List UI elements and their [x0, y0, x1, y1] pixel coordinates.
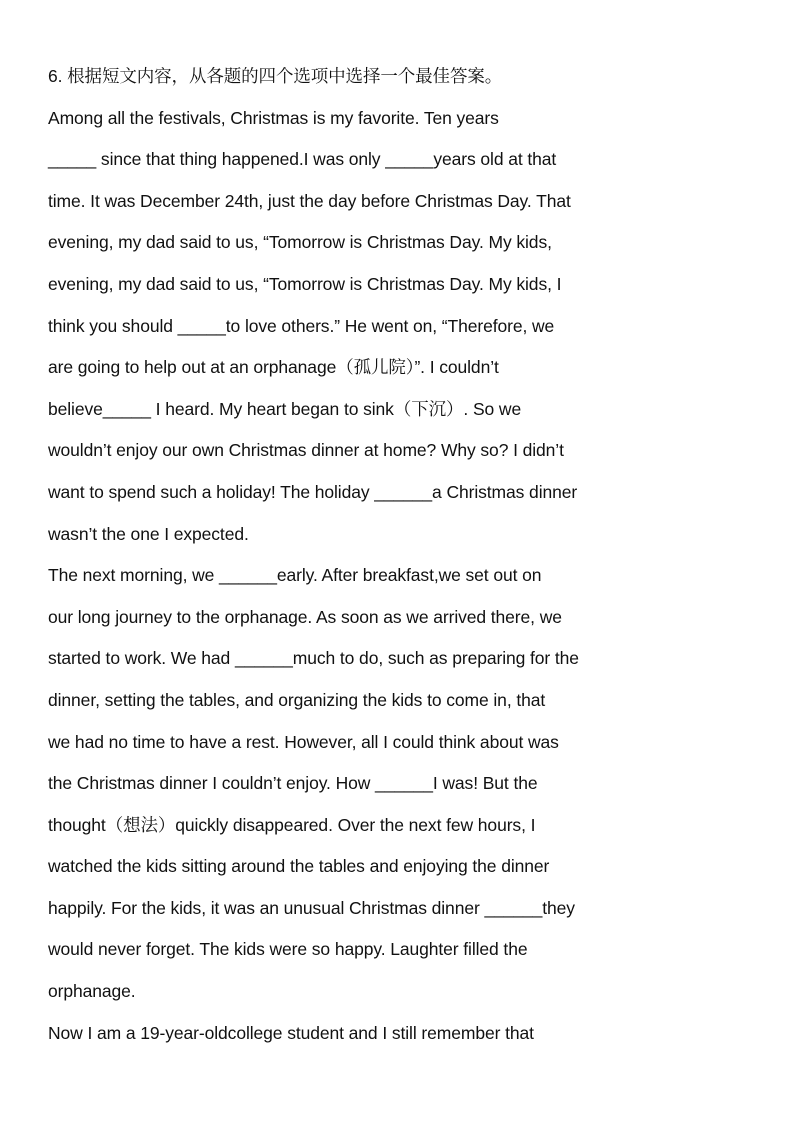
passage-line: are going to help out at an orphanage（孤儿院）”. I couldn’t [48, 357, 499, 378]
passage-line: watched the kids sitting around the tables and enjoying the dinner [48, 856, 550, 877]
passage-line: evening, my dad said to us, “Tomorrow is Christmas Day. My kids, [48, 232, 552, 253]
question-instruction: 6. 根据短文内容，从各题的四个选项中选择一个最佳答案。 [48, 66, 503, 86]
passage-line: started to work. We had ______much to do, such as preparing for the [48, 648, 579, 669]
passage-line: Among all the festivals, Christmas is my favorite. Ten years [48, 107, 499, 128]
passage-line: The next morning, we ______early. After breakfast,we set out on [48, 565, 542, 586]
passage-line: would never forget. The kids were so happy. Laughter filled the [48, 939, 528, 960]
passage-line: think you should _____to love others.” He went on, “Therefore, we [48, 315, 555, 336]
passage-line: orphanage. [48, 981, 136, 1002]
passage-line: thought（想法）quickly disappeared. Over the next few hours, I [48, 814, 536, 835]
document-page [48, 56, 758, 1054]
passage-line: _____ since that thing happened.I was only _____years old at that [48, 149, 557, 170]
passage-line: evening, my dad said to us, “Tomorrow is Christmas Day. My kids, I [48, 273, 562, 294]
passage-line: happily. For the kids, it was an unusual Christmas dinner ______they [48, 897, 575, 918]
passage-line: the Christmas dinner I couldn’t enjoy. How ______I was! But the [48, 773, 538, 794]
passage-line: we had no time to have a rest. However, all I could think about was [48, 731, 559, 752]
passage-line: wouldn’t enjoy our own Christmas dinner at home? Why so? I didn’t [48, 440, 564, 461]
passage-line: want to spend such a holiday! The holiday ______a Christmas dinner [48, 481, 578, 502]
passage-line: time. It was December 24th, just the day before Christmas Day. That [48, 190, 571, 211]
passage-line: believe_____ I heard. My heart began to sink（下沉）. So we [48, 398, 522, 419]
passage-line: our long journey to the orphanage. As soon as we arrived there, we [48, 606, 562, 627]
passage-line: wasn’t the one I expected. [48, 523, 249, 544]
passage-line: dinner, setting the tables, and organizing the kids to come in, that [48, 689, 546, 710]
passage-line: Now I am a 19-year-oldcollege student and I still remember that [48, 1022, 534, 1043]
